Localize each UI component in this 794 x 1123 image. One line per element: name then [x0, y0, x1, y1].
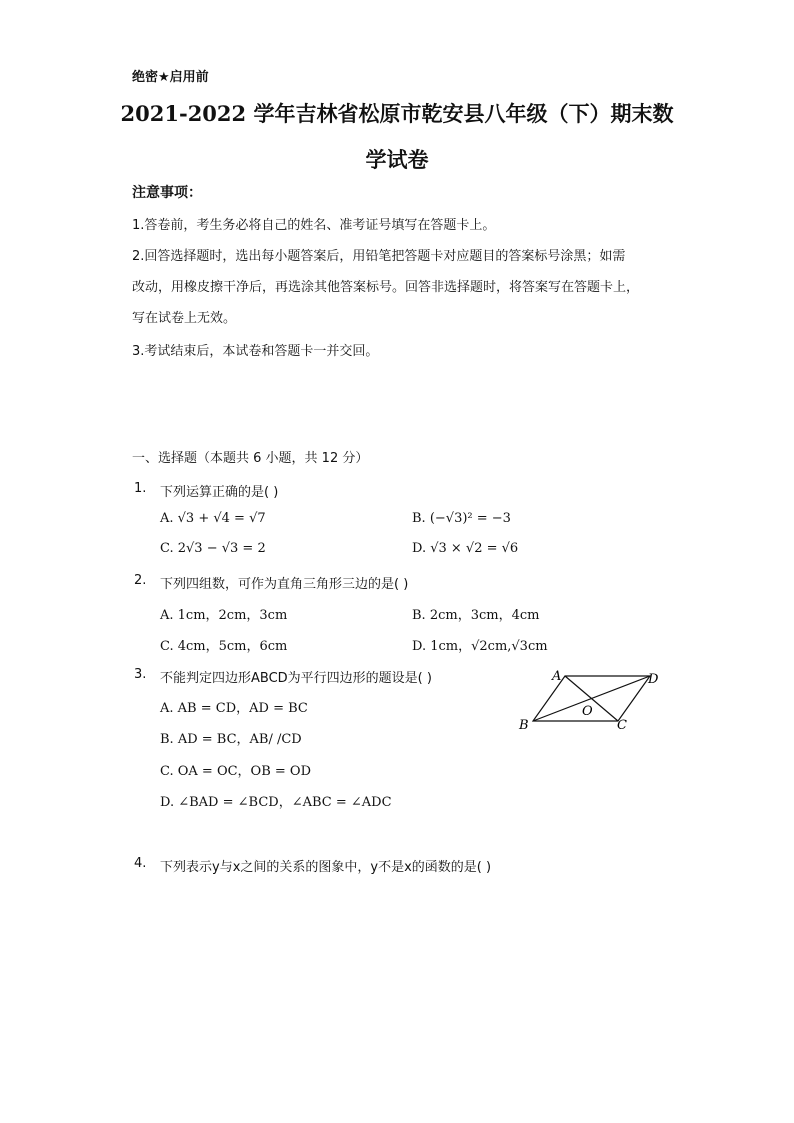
question-3-option-d: D. ∠BAD = ∠BCD，∠ABC = ∠ADC	[160, 795, 392, 810]
section-heading: 一、选择题（本题共 6 小题，共 12 分）	[132, 451, 369, 466]
question-1-option-a: A. √3 + √4 = √7	[160, 511, 266, 526]
exam-title-line2: 学试卷	[365, 147, 429, 172]
notice-line-1: 1.答卷前，考生务必将自己的姓名、准考证号填写在答题卡上。	[132, 218, 496, 233]
confidential-label: 绝密★启用前	[132, 70, 209, 85]
exam-title-line1: 2021-2022 学年吉林省松原市乾安县八年级（下）期末数	[120, 101, 674, 126]
question-1-option-d: D. √3 × √2 = √6	[412, 541, 519, 556]
notice-heading: 注意事项：	[132, 185, 202, 201]
center-label-o: O	[582, 704, 593, 719]
question-4-number: 4.	[134, 856, 147, 871]
question-2-option-a: A. 1cm，2cm，3cm	[160, 608, 288, 623]
question-1-option-c: C. 2√3 − √3 = 2	[160, 541, 266, 556]
notice-line-3: 改动，用橡皮擦干净后，再选涂其他答案标号。回答非选择题时，将答案写在答题卡上，	[132, 280, 640, 295]
notice-line-5: 3.考试结束后，本试卷和答题卡一并交回。	[132, 344, 379, 359]
notice-line-4: 写在试卷上无效。	[132, 311, 237, 326]
parallelogram-figure	[510, 665, 670, 737]
question-3-option-c: C. OA = OC，OB = OD	[160, 764, 312, 779]
question-4-text: 下列表示y与x之间的关系的图象中，y不是x的函数的是( )	[160, 860, 492, 875]
question-1-text: 下列运算正确的是( )	[160, 485, 279, 500]
question-3-option-a: A. AB = CD，AD = BC	[160, 701, 308, 716]
vertex-label-b: B	[519, 718, 529, 733]
notice-line-2: 2.回答选择题时，选出每小题答案后，用铅笔把答题卡对应题目的答案标号涂黑；如需	[132, 249, 626, 264]
vertex-label-c: C	[617, 718, 627, 733]
question-3-text: 不能判定四边形ABCD为平行四边形的题设是( )	[160, 671, 432, 686]
question-3-option-b: B. AD = BC，AB/ /CD	[160, 732, 302, 747]
question-2-option-c: C. 4cm，5cm，6cm	[160, 639, 288, 654]
vertex-label-d: D	[648, 672, 659, 687]
question-1-option-b: B. (−√3)² = −3	[412, 511, 511, 526]
question-1-number: 1.	[134, 481, 147, 496]
vertex-label-a: A	[552, 669, 562, 684]
question-2-option-b: B. 2cm，3cm，4cm	[412, 608, 540, 623]
question-2-option-d: D. 1cm，√2cm,√3cm	[412, 639, 548, 654]
question-2-number: 2.	[134, 573, 147, 588]
question-2-text: 下列四组数，可作为直角三角形三边的是( )	[160, 577, 409, 592]
question-3-number: 3.	[134, 667, 147, 682]
